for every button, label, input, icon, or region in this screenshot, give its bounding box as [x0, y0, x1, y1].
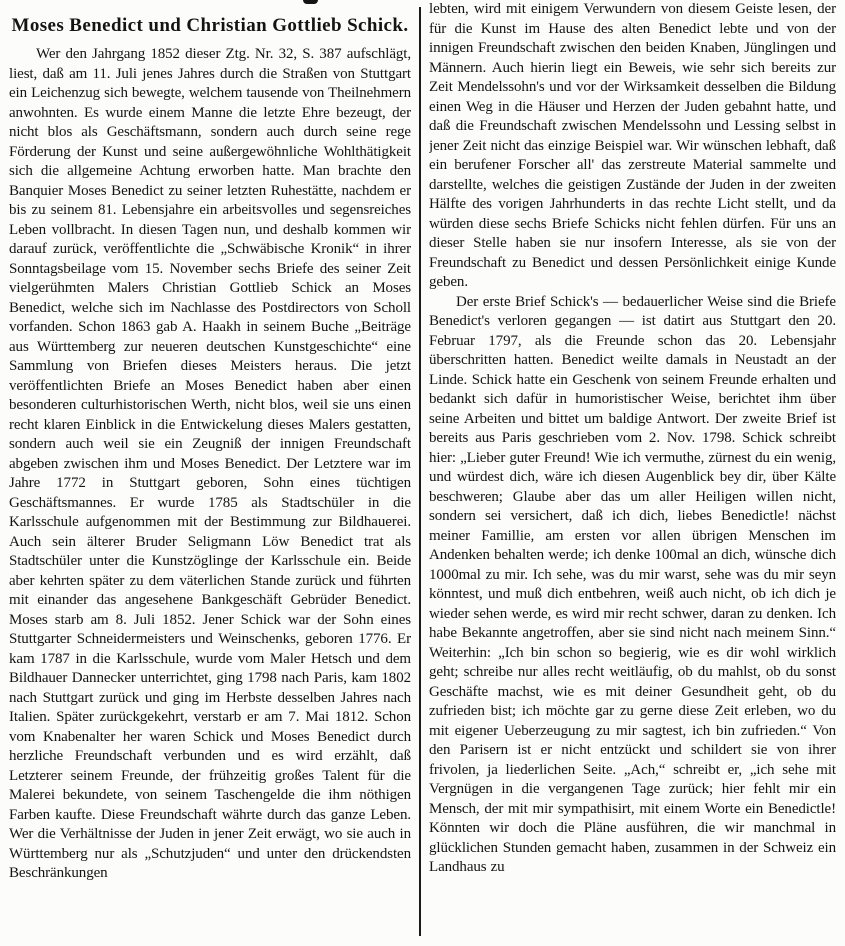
left-column — [9, 0, 411, 940]
article-title: Moses Benedict und Christian Gottlieb Schick. — [11, 15, 409, 36]
column-divider-rule — [419, 7, 421, 936]
article-paragraph-1-left: Wer den Jahrgang 1852 dieser Ztg. Nr. 32, S. 387 aufschlägt, liest, daß am 11. Juli jenes Jahres durch die Straßen von Stuttgart ein Leichenzug sich bewegte, welchem tausende von Theilnehmern anwohnten. Es wurde einem Manne die letzte Ehre bezeugt, der nicht blos als Geschäftsmann, sondern auch durch seine rege Förderung der Kunst und seine außergewöhnliche Wohlthätigkeit sich die allgemeine Achtung erworben hatte. Man brachte den Banquier Moses Benedict zu seiner letzten Ruhestätte, nachdem er bis zu seinem 81. Lebensjahre ein arbeitsvolles und segensreiches Leben vollbracht. In diesen Tagen nun, und deshalb kommen wir darauf zurück, veröffentlichte die „Schwäbische Kronik“ in ihrer Sonntagsbeilage vom 15. November sechs Briefe des seiner Zeit vielgerühmten Malers Christian Gottlieb Schick an Moses Benedict, welche sich im Nachlasse des Postdirectors von Scholl vorfanden. Schon 1863 gab A. Haakh in seinem Buche „Beiträge aus Württemberg zur neueren deutschen Kunstgeschichte“ eine Sammlung von Briefen dieses Meisters heraus. Die jetzt veröffentlichten Briefe an Moses Benedict haben aber einen besonderen culturhistorischen Werth, nicht blos, weil sie uns einen recht klaren Einblick in die Entwickelung dieses Malers gestatten, sondern auch weil sie ein Zeugniß der innigen Freundschaft abgeben zwischen ihm und Moses Benedict. Der Letztere war im Jahre 1772 in Stuttgart geboren, Sohn eines tüchtigen Geschäftsmannes. Er wurde 1785 als Stadtschüler in die Karlsschule aufgenommen mit der Bestimmung zur Bildhauerei. Auch sein älterer Bruder Seligmann Löw Benedict trat als Stadtschüler unter die Kunstzöglinge der Karlsschule ein. Beide aber kehrten später zu dem väterlichen Stande zurück und führten mit einander das angesehene Bankgeschäft Gebrüder Benedict. Moses starb am 8. Juli 1852. Jener Schick war der Sohn eines Stuttgarter Schneidermeisters und Weinschenks, geboren 1776. Er kam 1787 in die Karlsschule, wurde vom Maler Hetsch und dem Bildhauer Dannecker unterrichtet, ging 1798 nach Paris, kam 1802 nach Stuttgart zurück und ging im Herbste desselben Jahres nach Italien. Später zurückgekehrt, verstarb er am 7. Mai 1812. Schon vom Knabenalter her waren Schick und Moses Benedict durch herzliche Freundschaft verbunden und es wird erzählt, daß Letzterer seinem Freunde, der frühzeitig großes Talent für die Malerei bekundete, von seinem Taschengelde die ihm nöthigen Farben kaufte. Diese Freundschaft währte durch das ganze Leben. Wer die Verhältnisse der Juden in jener Zeit erwägt, wo sie auch in Württemberg nur als „Schutzjuden“ und unter den drückendsten Beschränkungen — [9, 46, 411, 881]
article-paragraph-1-continued: lebten, wird mit einigem Verwundern von diesem Geiste lesen, der für die Kunst im Hause des alten Benedict lebte und von der innigen Freundschaft zwischen den beiden Knaben, Jünglingen und Männern. Auch hierin liegt ein Beweis, wie sehr sich bereits zur Zeit Mendelssohn's und vor der Wirksamkeit desselben die Bildung einen Weg in die Häuser und Herzen der Juden gebahnt hatte, und daß die Freundschaft zwischen Mendelssohn und Lessing selbst in jener Zeit nicht das einzige Beispiel war. Wir wünschen lebhaft, daß ein berufener Forscher all' das zerstreute Material sammelte und darstellte, welches die geistigen Zustände der Juden in der zweiten Hälfte des vorigen Jahrhunderts in das rechte Licht stellt, und da würden diese sechs Briefe Schicks nicht fehlen dürfen. Für uns an dieser Stelle haben sie nur insofern Interesse, als sie von der Freundschaft zu Benedict und dessen Persönlichkeit einige Kunde geben. — [429, 1, 836, 290]
right-column — [429, 0, 836, 941]
article-paragraph-2: Der erste Brief Schick's — bedauerlicher Weise sind die Briefe Benedict's verloren gegangen — ist datirt aus Stuttgart den 20. Februar 1797, als die Freunde schon das 20. Lebensjahr überschritten hatten. Benedict weilte damals in Neustadt an der Linde. Schick hatte ein Geschenk von seinem Freunde erhalten und bedankt sich dafür in humoristischer Weise, berichtet ihm über seine Arbeiten und bittet um baldige Antwort. Der zweite Brief ist bereits aus Paris geschrieben vom 2. Nov. 1798. Schick schreibt hier: „Lieber guter Freund! Wie ich vermuthe, zürnest du ein wenig, und würdest dich, wäre ich diesen Augenblick bey dir, über Kälte beschweren; Glaube aber das um aller Heiligen willen nicht, sondern sei versichert, daß ich dich, liebes Benedictle! nächst meiner Famillie, am ersten vor allen übrigen Menschen im Andenken behalten werde; ich denke 100mal an dich, wünsche dich 1000mal zu mir. Ich sehe, was du mir warst, sehe was du mir seyn könntest, und muß dich entbehren, weiß auch nicht, ob ich dich je wieder sehen werde, es wird mir recht schwer, daran zu denken. Ich habe Bekannte angetroffen, aber sie sind nicht nach meinem Sinn.“ Weiterhin: „Ich bin schon so begierig, wie es dir wohl wirklich geht; schreibe nur alles recht weitläufig, ob du mahlst, ob du sonst Geschäfte machst, wie es mit deiner Gesundheit geht, ob du zufrieden bist; ich möchte gar zu gerne diese Zeit erleben, wo du mit eigener Ueberzeugung zu mir sagtest, ich bin zufrieden.“ Von den Parisern ist er nicht entzückt und schildert sie von ihrer frivolen, ja liederlichen Seite. „Ach,“ schreibt er, „ich sehe mit Vergnügen in die vergangenen Tage zurück; hier fehlt mir ein Mensch, der mit mir sympathisirt, mit einem Worte ein Benedictle! Könnten wir doch die Pläne ausführen, die wir manchmal in glücklichen Stunden gemacht haben, zusammen in der Schweiz ein Landhaus zu — [429, 293, 836, 875]
